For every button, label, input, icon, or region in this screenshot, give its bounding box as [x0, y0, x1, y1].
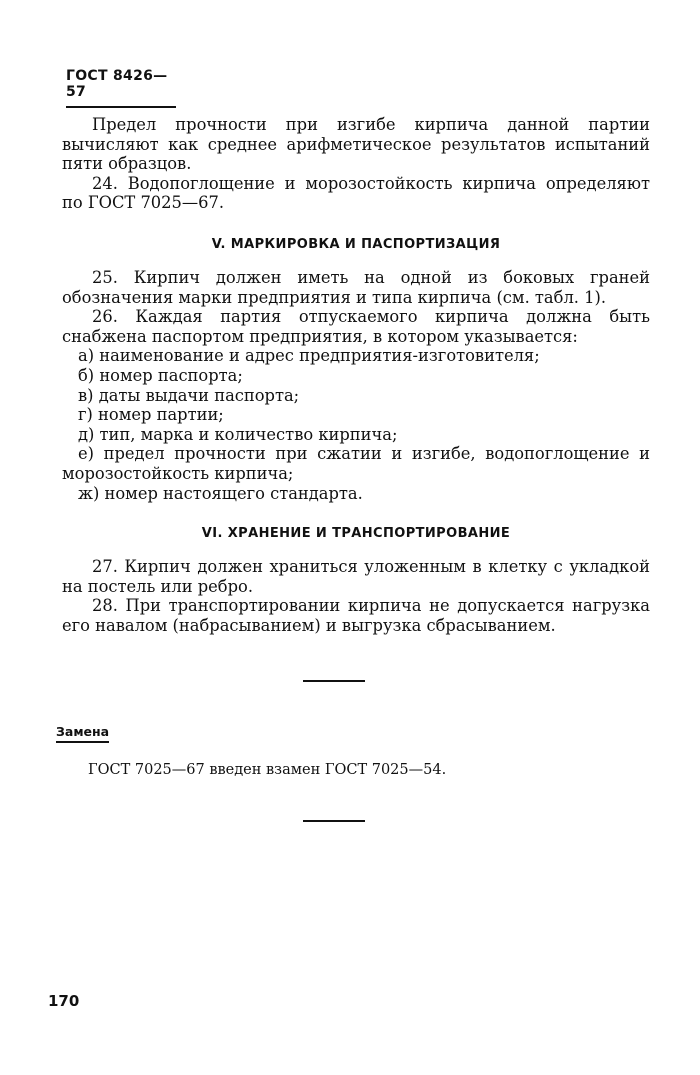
page-number: 170	[48, 992, 80, 1010]
paragraph-25: 25. Кирпич должен иметь на одной из боковых граней обозначения марки предприятия и типа кирпича (см. табл. 1).	[62, 268, 650, 307]
section-marking-body	[62, 268, 650, 503]
paragraph-26: 26. Каждая партия отпускаемого кирпича должна быть снабжена паспортом предприятия, в котором указывается:	[62, 307, 650, 346]
list-item: в) даты выдачи паспорта;	[78, 385, 300, 405]
paragraph-27: 27. Кирпич должен храниться уложенным в клетку с укладкой на постель или ребро.	[62, 557, 650, 596]
intro-block	[62, 115, 650, 213]
section-title-storage: VI. ХРАНЕНИЕ И ТРАНСПОРТИРОВАНИЕ	[201, 526, 511, 541]
separator-rule	[303, 820, 365, 822]
list-item: ж) номер настоящего стандарта.	[78, 483, 363, 503]
list-item: е) предел прочности при сжатии и изгибе, водопоглощение и морозостойкость кирпича;	[62, 444, 650, 483]
list-item: д) тип, марка и количество кирпича;	[78, 424, 398, 444]
standard-code: ГОСТ 8426—57	[66, 68, 168, 100]
replacement-label-text: Замена	[56, 724, 109, 743]
list-item: б) номер паспорта;	[78, 365, 243, 385]
paragraph-bending-strength: Предел прочности при изгибе кирпича данной партии вычисляют как среднее арифметическое результатов испытаний пяти образцов.	[62, 115, 650, 174]
section-title-marking: V. МАРКИРОВКА И ПАСПОРТИЗАЦИЯ	[211, 237, 501, 252]
section-storage-body	[62, 557, 650, 635]
replacement-label	[56, 724, 109, 739]
separator-rule	[303, 680, 365, 682]
header-rule	[66, 106, 176, 108]
list-item: а) наименование и адрес предприятия-изготовителя;	[78, 346, 540, 366]
replacement-note: ГОСТ 7025—67 введен взамен ГОСТ 7025—54.	[88, 762, 447, 778]
standard-header	[66, 68, 176, 108]
paragraph-24: 24. Водопоглощение и морозостойкость кирпича определяют по ГОСТ 7025—67.	[62, 173, 650, 213]
paragraph-28: 28. При транспортировании кирпича не допускается нагрузка его навалом (набрасыванием) и выгрузка сбрасыванием.	[62, 596, 650, 635]
list-item: г) номер партии;	[78, 405, 224, 425]
